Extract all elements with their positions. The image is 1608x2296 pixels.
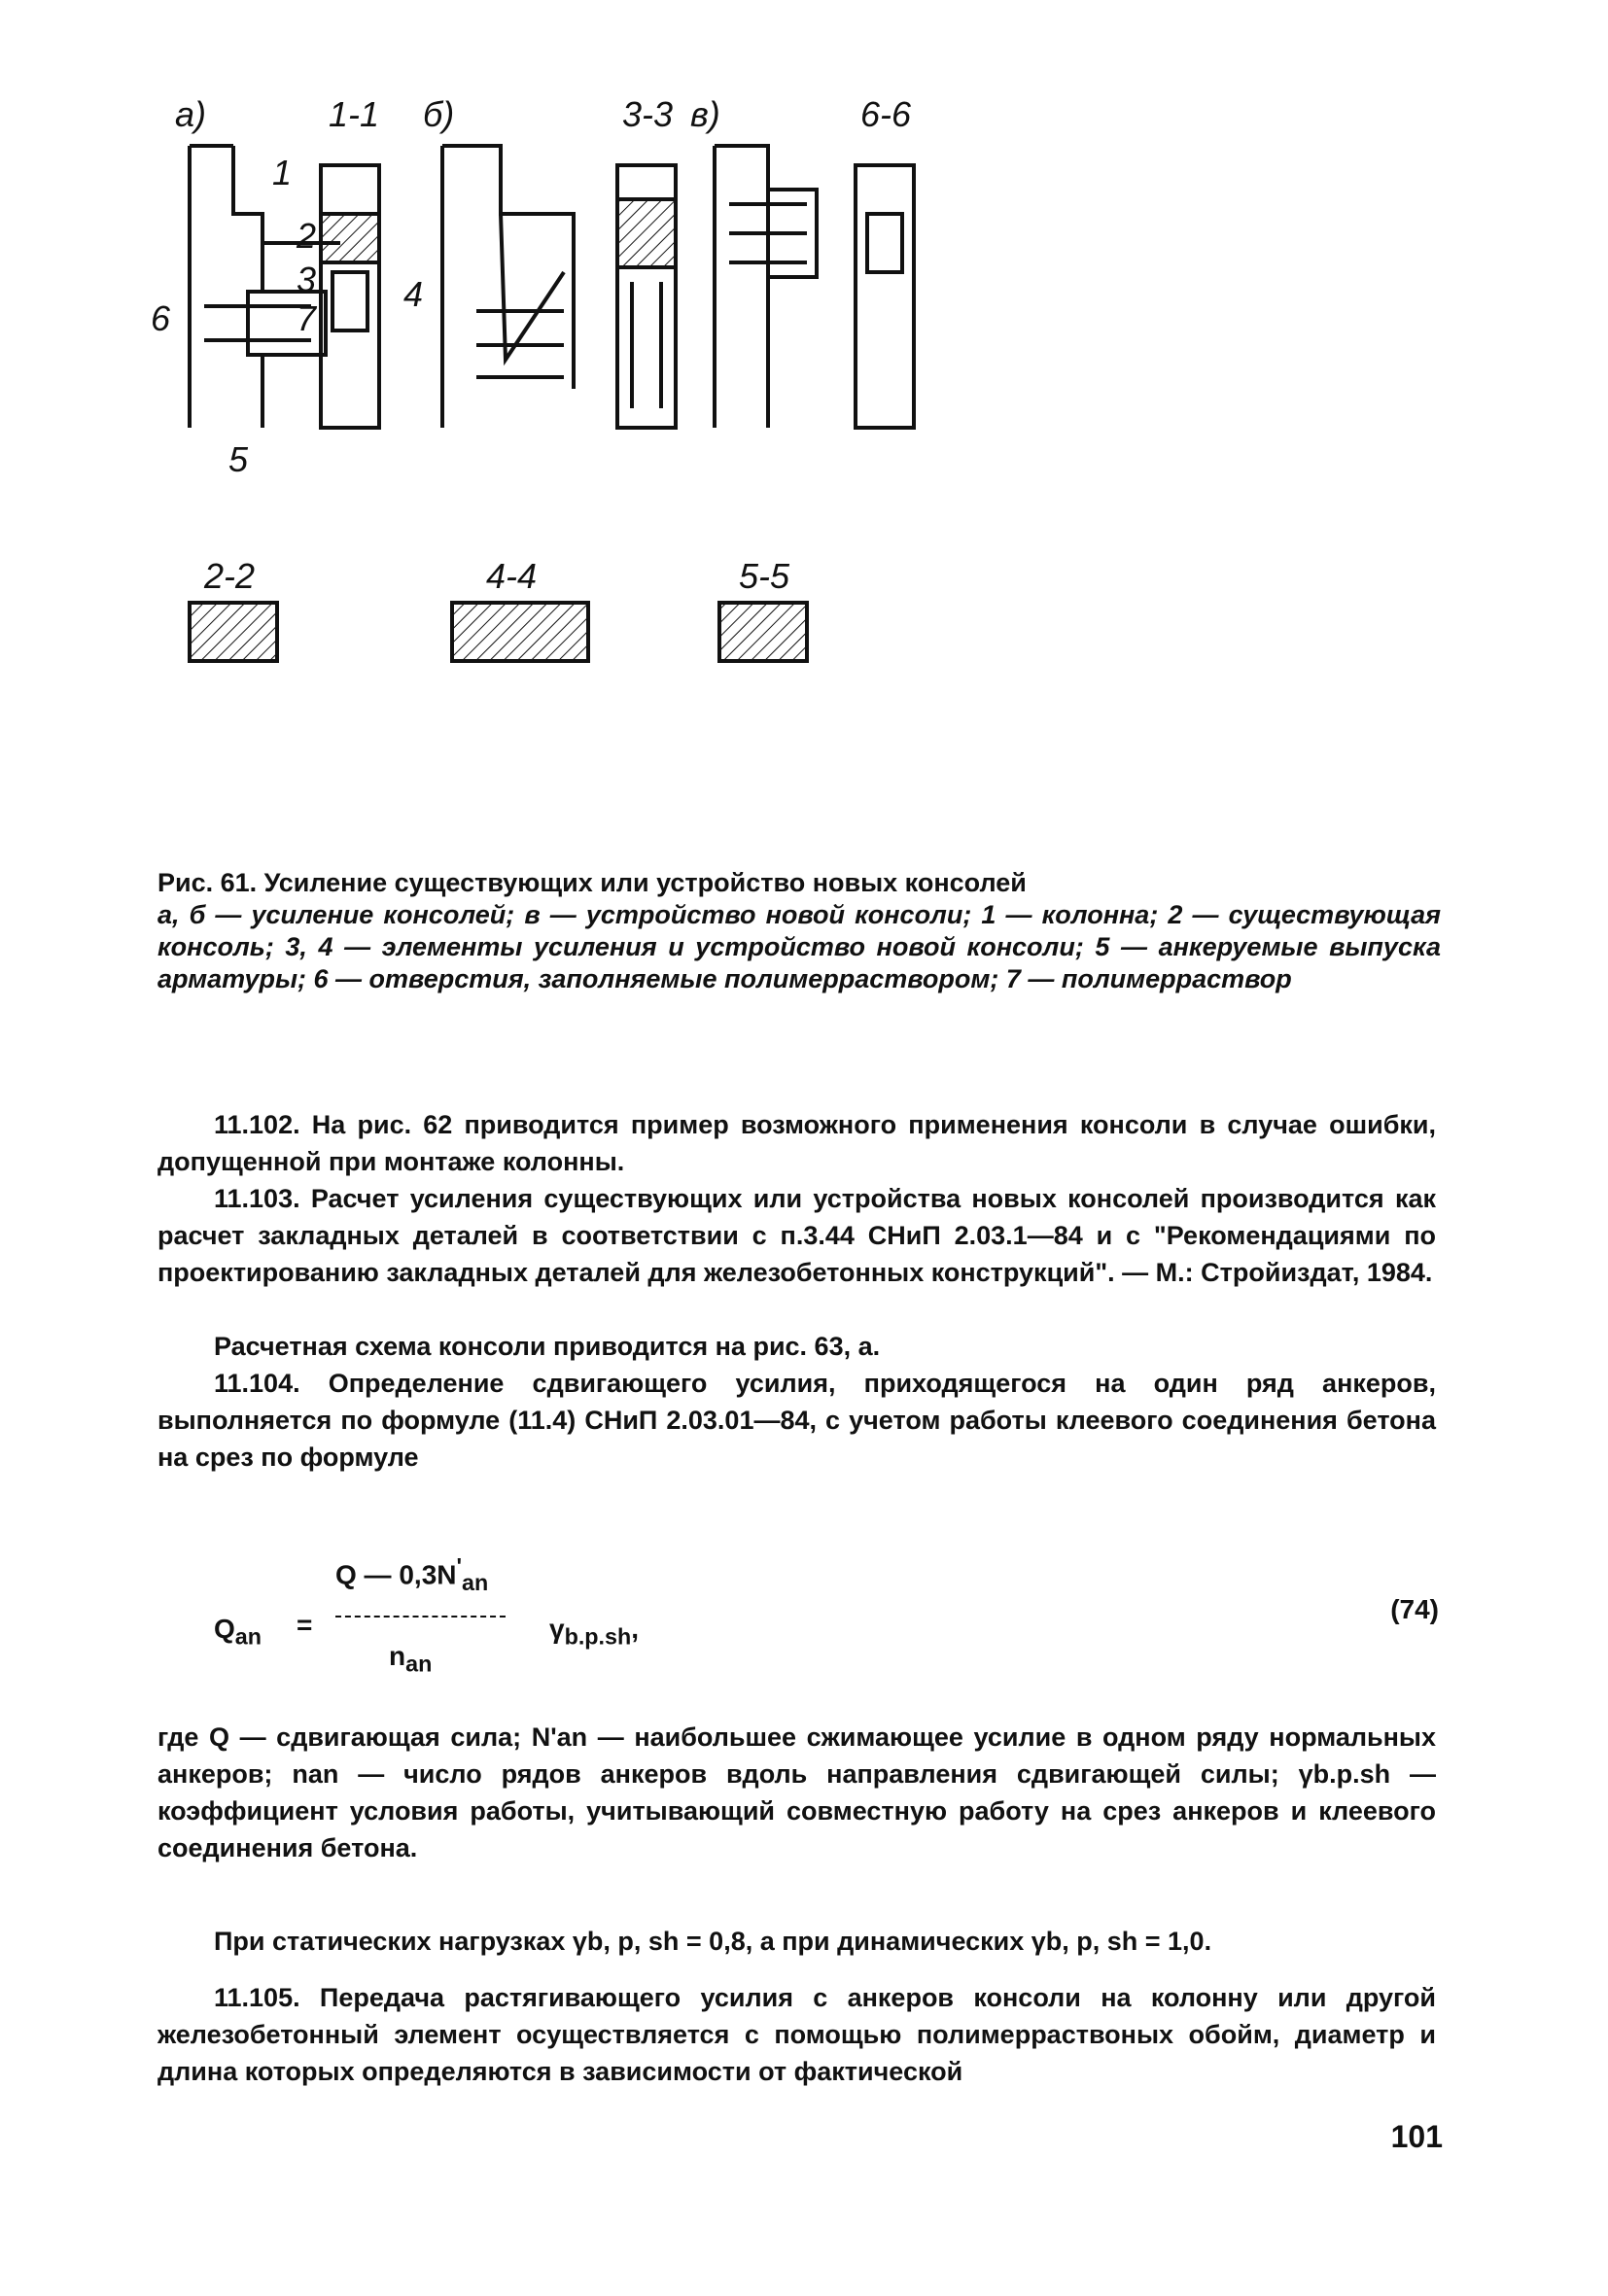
paragraph-11-103-b: Расчетная схема консоли приводится на рис. 63, а. <box>214 1332 881 1361</box>
paragraph-11-103 <box>157 1180 1436 1291</box>
static-loads: При статических нагрузках γb, p, sh = 0,8, а при динамических γb, p, sh = 1,0. <box>214 1927 1212 1956</box>
section-label-5-5: 5-5 <box>739 556 790 596</box>
section-1-1 <box>321 165 379 428</box>
panel-label-a: а) <box>175 94 207 134</box>
formula-equals: = <box>297 1610 313 1640</box>
paragraph-text: Определение сдвигающего усилия, приходящегося на один ряд анкеров, выполняется по формуле (11.4) СНиП 2.03.01—84, с учетом работы клеевого соединения бетона на срез по формуле <box>157 1369 1436 1472</box>
figure-61 <box>151 94 1458 817</box>
panel-label-c: в) <box>690 94 720 134</box>
section-label-3-3: 3-3 <box>622 94 674 134</box>
caption-text: а, б — усиление консолей; в — устройство новой консоли; 1 — колонна; 2 — существующая консоль; 3, 4 — элементы усиления и устройство новой консоли; 5 — анкеруемые выпуска арматуры; 6 — отверстия, заполняемые полимерраствором; 7 — полимерраствор <box>157 900 1441 993</box>
callout-7: 7 <box>297 298 317 338</box>
callout-3: 3 <box>297 260 317 299</box>
callout-1: 1 <box>272 153 293 192</box>
paragraph-11-104 <box>157 1365 1436 1476</box>
panel-label-b: б) <box>423 94 455 134</box>
callout-2: 2 <box>297 216 317 256</box>
paragraph-11-102 <box>157 1106 1436 1180</box>
paragraph-text: На рис. 62 приводится пример возможного применения консоли в случае ошибки, допущенной при монтаже колонны. <box>157 1110 1436 1176</box>
formula-lhs: $Q_{an}$ <box>214 1614 262 1650</box>
callout-5: 5 <box>228 439 249 479</box>
caption-title: Рис. 61. Усиление существующих или устройство новых консолей <box>157 868 1027 897</box>
paragraph-number: 11.102. <box>214 1110 300 1139</box>
callout-4: 4 <box>403 274 424 314</box>
section-label-6-6: 6-6 <box>860 94 912 134</box>
paragraph-number: 11.104. <box>214 1369 300 1398</box>
section-5-5 <box>719 603 807 661</box>
paragraph-number: 11.103. <box>214 1184 300 1213</box>
section-label-4-4: 4-4 <box>486 556 538 596</box>
drawing <box>151 94 1458 817</box>
formula-gamma: $\gamma_{b.p.sh}$, <box>549 1614 640 1650</box>
figure-caption <box>157 867 1441 995</box>
page-number: 101 <box>1390 2119 1443 2154</box>
paragraph-text: Расчет усиления существующих или устройства новых консолей производится как расчет закладных деталей в соответствии с п.3.44 СНиП 2.03.1—84 и с "Рекомендациями по проектированию закладных деталей для железобетонных конструкций". — М.: Стройиздат, 1984. <box>157 1184 1436 1287</box>
section-label-2-2: 2-2 <box>204 556 256 596</box>
paragraph-text: Передача растягивающего усилия с анкеров консоли на колонну или другой железобетонный элемент осуществляется с помощью полимерраствоных обойм, диаметр и длина которых определяются в зависимости от фактической <box>157 1983 1436 2086</box>
callout-6: 6 <box>151 298 171 338</box>
column-c-outline <box>715 146 768 428</box>
column-a-outline <box>190 146 340 428</box>
fraction-bar <box>335 1616 506 1618</box>
section-6-6 <box>856 165 914 428</box>
formula-label: (74) <box>1390 1594 1439 1624</box>
formula-denominator: $n_{an}$ <box>389 1641 433 1677</box>
column-b-outline <box>442 146 574 428</box>
formula-74 <box>214 1553 1458 1709</box>
paragraph-number: 11.105. <box>214 1983 300 2012</box>
where-clause: где Q — сдвигающая сила; N'an — наибольшее сжимающее усилие в одном ряду нормальных анкеров; nan — число рядов анкеров вдоль направления сдвигающей силы; γb.p.sh — коэффициент условия работы, учитывающий совместную работу на срез анкеров и клеевого соединения бетона. <box>157 1722 1436 1862</box>
formula-numerator: Q — $0,3N'_{an}$ <box>335 1553 489 1595</box>
section-2-2 <box>190 603 277 661</box>
paragraph-11-105 <box>157 1979 1436 2090</box>
section-4-4 <box>452 603 588 661</box>
section-label-1-1: 1-1 <box>329 94 380 134</box>
